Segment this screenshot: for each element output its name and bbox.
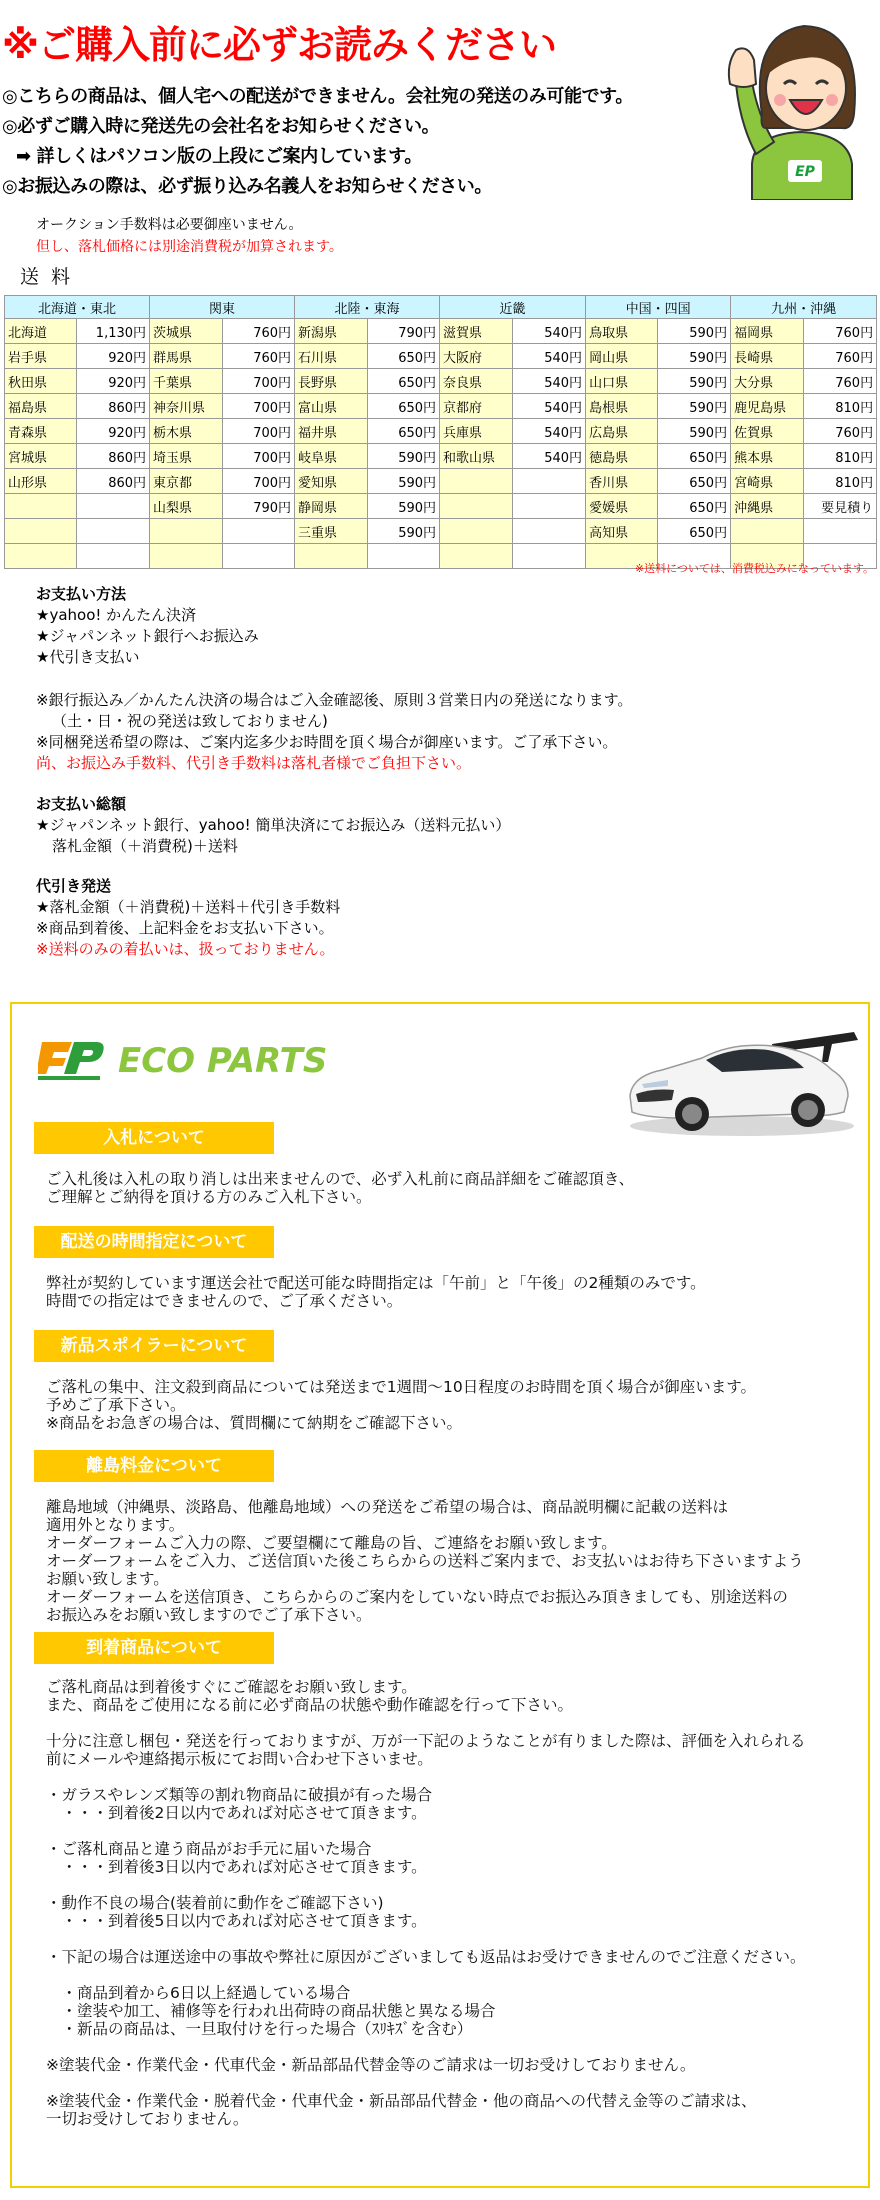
section-text-line: 前にメールや連絡掲示板にてお問い合わせ下さいませ。 [46,1750,433,1768]
price-cell: 650円 [658,494,731,519]
price-cell: 650円 [368,394,440,419]
table-row [5,319,877,344]
ep-logo-mark-icon [38,1042,104,1080]
section-header-delivery-time: 配送の時間指定について [34,1226,274,1258]
price-cell: 650円 [368,419,440,444]
price-cell: 810円 [804,444,877,469]
price-cell [223,519,295,544]
section-text-line: ※塗装代金・作業代金・脱着代金・代車代金・新品部品代替金・他の商品への代替え金等のご請求は、 [46,2092,757,2110]
price-cell: 590円 [368,469,440,494]
prefecture-cell [440,519,513,544]
price-cell: 860円 [77,469,150,494]
payment-method-item: ★yahoo! かんたん決済 [36,606,197,624]
price-cell [368,544,440,569]
prefecture-cell: 佐賀県 [731,419,804,444]
mascot-badge-text: EP [795,164,815,180]
eco-parts-logo [38,1034,378,1084]
payment-fee-warning: 尚、お振込み手数料、代引き手数料は落札者様でご負担下さい。 [36,754,472,772]
prefecture-cell: 静岡県 [295,494,368,519]
prefecture-cell: 福井県 [295,419,368,444]
notice-header [0,0,880,205]
mascot-girl-icon [722,4,880,200]
price-cell: 920円 [77,344,150,369]
prefecture-cell: 秋田県 [5,369,77,394]
prefecture-cell: 石川県 [295,344,368,369]
price-cell: 590円 [368,519,440,544]
price-cell [77,544,150,569]
eco-parts-logo-text: ECO PARTS [118,1041,328,1081]
paragraph-gap [46,1966,846,1984]
price-cell: 650円 [368,344,440,369]
prefecture-cell: 長野県 [295,369,368,394]
prefecture-cell: 高知県 [586,519,658,544]
prefecture-cell: 宮城県 [5,444,77,469]
prefecture-cell: 大分県 [731,369,804,394]
payment-note: ※銀行振込み／かんたん決済の場合はご入金確認後、原則３営業日内の発送になります。 [36,691,633,709]
shipping-fee-table [4,295,877,569]
price-cell [513,544,586,569]
section-text-line: 弊社が契約しています運送会社で配送可能な時間指定は「午前」と「午後」の2種類のみです。 [46,1274,706,1292]
price-cell: 590円 [658,394,731,419]
prefecture-cell: 山口県 [586,369,658,394]
price-cell: 790円 [368,319,440,344]
prefecture-cell: 広島県 [586,419,658,444]
section-text-line: 一切お受けしておりません。 [46,2110,249,2128]
prefecture-cell: 岡山県 [586,344,658,369]
price-cell: 760円 [804,344,877,369]
notice-line-pc-version: ➡ 詳しくはパソコン版の上段にご案内しています。 [16,146,422,167]
cod-line: ★落札金額（＋消費税)＋送料＋代引き手数料 [36,898,341,916]
shipping-label: 送料 [20,266,83,288]
prefecture-cell: 沖縄県 [731,494,804,519]
prefecture-cell [295,544,368,569]
section-header-bidding: 入札について [34,1122,274,1154]
paragraph-gap [46,1876,846,1894]
prefecture-cell: 青森県 [5,419,77,444]
prefecture-cell: 神奈川県 [150,394,223,419]
prefecture-cell: 福岡県 [731,319,804,344]
price-cell: 760円 [223,319,295,344]
price-cell: 700円 [223,469,295,494]
price-cell: 920円 [77,419,150,444]
prefecture-cell [440,544,513,569]
auction-fee-note: オークション手数料は必要御座いません。 [36,217,303,233]
prefecture-cell: 千葉県 [150,369,223,394]
prefecture-cell: 奈良県 [440,369,513,394]
prefecture-cell: 鳥取県 [586,319,658,344]
payment-total-title: お支払い総額 [36,795,127,813]
table-row [5,369,877,394]
section-text-line: また、商品をご使用になる前に必ず商品の状態や動作確認を行って下さい。 [46,1696,574,1714]
prefecture-cell: 富山県 [295,394,368,419]
price-cell: 540円 [513,419,586,444]
price-cell: 540円 [513,369,586,394]
section-text-line: ・・・到着後3日以内であれば対応させて頂きます。 [46,1858,427,1876]
section-header-remote-island: 離島料金について [34,1450,274,1482]
section-text-line: 適用外となります。 [46,1516,185,1534]
prefecture-cell: 滋賀県 [440,319,513,344]
price-cell: 650円 [658,519,731,544]
section-text-line: ・・・到着後2日以内であれば対応させて頂きます。 [46,1804,427,1822]
price-cell: 760円 [804,419,877,444]
table-row [5,394,877,419]
price-cell [513,469,586,494]
tax-note: 但し、落札価格には別途消費税が加算されます。 [36,239,343,255]
payment-total-line: ★ジャパンネット銀行、yahoo! 簡単決済にてお振込み（送料元払い） [36,816,511,834]
price-cell: 540円 [513,394,586,419]
cod-line: ※商品到着後、上記料金をお支払い下さい。 [36,919,334,937]
price-cell: 590円 [658,419,731,444]
region-header: 関東 [150,296,295,319]
section-text-line: お振込みをお願い致しますのでご了承下さい。 [46,1606,372,1624]
section-body-remote-island [46,1498,846,1624]
prefecture-cell: 岐阜県 [295,444,368,469]
section-text-line: ・・・到着後5日以内であれば対応させて頂きます。 [46,1912,427,1930]
price-cell: 590円 [368,494,440,519]
prefecture-cell: 鹿児島県 [731,394,804,419]
prefecture-cell [150,544,223,569]
prefecture-cell: 新潟県 [295,319,368,344]
price-cell [513,519,586,544]
region-header: 北陸・東海 [295,296,440,319]
price-cell: 860円 [77,394,150,419]
section-text-line: お願い致します。 [46,1570,169,1588]
price-cell: 760円 [804,369,877,394]
table-row [5,419,877,444]
prefecture-cell: 香川県 [586,469,658,494]
prefecture-cell: 宮崎県 [731,469,804,494]
price-cell: 650円 [658,469,731,494]
prefecture-cell: 熊本県 [731,444,804,469]
paragraph-gap [46,1714,846,1732]
section-text-line: ・ガラスやレンズ類等の割れ物商品に破損が有った場合 [46,1786,433,1804]
paragraph-gap [46,1930,846,1948]
section-text-line: オーダーフォームご入力の際、ご要望欄にて離島の旨、ご連絡をお願い致します。 [46,1534,617,1552]
payment-method-item: ★ジャパンネット銀行へお振込み [36,627,259,645]
prefecture-cell [440,469,513,494]
table-row [5,469,877,494]
section-body-delivery-time [46,1274,846,1310]
section-text-line: オーダーフォームをご入力、ご送信頂いた後こちらからの送料ご案内まで、お支払いはお待ち下さいますよう [46,1552,804,1570]
section-body-new-spoiler [46,1378,846,1432]
prefecture-cell: 山形県 [5,469,77,494]
section-text-line: ご落札の集中、注文殺到商品については発送まで1週間～10日程度のお時間を頂く場合が御座います。 [46,1378,757,1396]
table-row [5,444,877,469]
prefecture-cell: 愛知県 [295,469,368,494]
paragraph-gap [46,1822,846,1840]
price-cell: 760円 [223,344,295,369]
cod-title: 代引き発送 [36,877,112,895]
price-cell: 650円 [658,444,731,469]
section-text-line: ・商品到着から6日以上経過している場合 [46,1984,351,2002]
price-cell: 700円 [223,369,295,394]
cod-shipping [36,876,340,960]
prefecture-cell: 福島県 [5,394,77,419]
region-header-row [5,296,877,319]
table-row [5,494,877,519]
prefecture-cell [150,519,223,544]
prefecture-cell [440,494,513,519]
prefecture-cell [5,494,77,519]
payment-total-line: 落札金額（＋消費税)＋送料 [52,837,238,855]
payment-note: ※同梱発送希望の際は、ご案内迄多少お時間を頂く場合が御座います。ご了承下さい。 [36,733,618,751]
price-cell: 810円 [804,469,877,494]
prefecture-cell: 兵庫県 [440,419,513,444]
section-text-line: オーダーフォームを送信頂き、こちらからのご案内をしていない時点でお振込み頂きましても、別途送料の [46,1588,788,1606]
paragraph-gap [46,1768,846,1786]
prefecture-cell: 島根県 [586,394,658,419]
price-cell: 700円 [223,419,295,444]
prefecture-cell: 京都府 [440,394,513,419]
prefecture-cell: 大阪府 [440,344,513,369]
prefecture-cell [5,544,77,569]
price-cell: 700円 [223,444,295,469]
price-cell: 540円 [513,319,586,344]
prefecture-cell: 愛媛県 [586,494,658,519]
prefecture-cell: 岩手県 [5,344,77,369]
section-text-line: ※塗装代金・作業代金・代車代金・新品部品代替金等のご請求は一切お受けしておりません。 [46,2056,696,2074]
paragraph-gap [46,2074,846,2092]
price-cell [513,494,586,519]
table-row [5,519,877,544]
price-cell: 810円 [804,394,877,419]
section-text-line: 時間での指定はできませんので、ご了承ください。 [46,1292,403,1310]
cod-warning: ※送料のみの着払いは、扱っておりません。 [36,940,335,958]
payment-total [36,794,510,857]
payment-methods-title: お支払い方法 [36,585,127,603]
section-body-bidding [46,1170,846,1206]
price-cell: 790円 [223,494,295,519]
price-cell: 590円 [658,369,731,394]
price-cell [223,544,295,569]
section-text-line: ご落札商品は到着後すぐにご確認をお願い致します。 [46,1678,417,1696]
section-text-line: ・新品の商品は、一旦取付けを行った場合（ｽﾘｷｽﾞを含む） [46,2020,473,2038]
prefecture-cell: 徳島県 [586,444,658,469]
prefecture-cell: 群馬県 [150,344,223,369]
section-text-line: ・下記の場合は運送途中の事故や弊社に原因がございましても返品はお受けできませんのでご注意ください。 [46,1948,806,1966]
sports-car-image [622,1014,862,1142]
payment-notes [36,690,632,774]
section-text-line: ※商品をお急ぎの場合は、質問欄にて納期をご確認下さい。 [46,1414,462,1432]
payment-methods [36,584,259,668]
section-text-line: 予めご了承下さい。 [46,1396,186,1414]
prefecture-cell: 三重県 [295,519,368,544]
eco-parts-info-box [10,1002,870,2188]
price-cell: 860円 [77,444,150,469]
price-cell: 590円 [658,344,731,369]
price-cell: 920円 [77,369,150,394]
shipping-table-footnote: ※送料については、消費税込みになっています。 [634,562,874,575]
price-cell: 650円 [368,369,440,394]
section-header-arrival-goods: 到着商品について [34,1632,274,1664]
price-cell: 590円 [658,319,731,344]
region-header: 中国・四国 [586,296,731,319]
price-cell: 540円 [513,344,586,369]
notice-line-company-name: ◎必ずご購入時に発送先の会社名をお知らせください。 [2,116,440,137]
section-text-line: ・ご落札商品と違う商品がお手元に届いた場合 [46,1840,372,1858]
section-text-line: ご入札後は入札の取り消しは出来ませんので、必ず入札前に商品詳細をご確認頂き、 [46,1170,635,1188]
price-cell [77,494,150,519]
price-cell: 590円 [368,444,440,469]
section-body-arrival-goods [46,1678,846,2128]
payment-note: （土・日・祝の発送は致しておりません) [52,712,328,730]
paragraph-gap [46,2038,846,2056]
section-text-line: 十分に注意し梱包・発送を行っておりますが、万が一下記のようなことが有りました際は、評価を入れられる [46,1732,806,1750]
price-cell: 700円 [223,394,295,419]
prefecture-cell: 東京都 [150,469,223,494]
page-title: ※ご購入前に必ずお読みください [2,23,556,67]
table-row [5,344,877,369]
prefecture-cell: 和歌山県 [440,444,513,469]
section-header-new-spoiler: 新品スポイラーについて [34,1330,274,1362]
price-cell [77,519,150,544]
section-text-line: ・塗装や加工、補修等を行われ出荷時の商品状態と異なる場合 [46,2002,496,2020]
price-cell: 要見積り [804,494,877,519]
region-header: 九州・沖縄 [731,296,877,319]
prefecture-cell: 埼玉県 [150,444,223,469]
prefecture-cell: 茨城県 [150,319,223,344]
section-text-line: 離島地域（沖縄県、淡路島、他離島地域）への発送をご希望の場合は、商品説明欄に記載の送料は [46,1498,729,1516]
notice-line-business-only: ◎こちらの商品は、個人宅への配送ができません。会社宛の発送のみ可能です。 [2,86,633,107]
section-text-line: ご理解とご納得を頂ける方のみご入札下さい。 [46,1188,372,1206]
prefecture-cell [5,519,77,544]
price-cell: 760円 [804,319,877,344]
section-text-line: ・動作不良の場合(装着前に動作をご確認下さい) [46,1894,384,1912]
price-cell: 1,130円 [77,319,150,344]
prefecture-cell: 長崎県 [731,344,804,369]
prefecture-cell: 栃木県 [150,419,223,444]
notice-line-payer-name: ◎お振込みの際は、必ず振り込み名義人をお知らせください。 [2,176,492,197]
prefecture-cell: 北海道 [5,319,77,344]
region-header: 北海道・東北 [5,296,150,319]
region-header: 近畿 [440,296,586,319]
price-cell [804,519,877,544]
prefecture-cell: 山梨県 [150,494,223,519]
price-cell: 540円 [513,444,586,469]
prefecture-cell [731,519,804,544]
payment-method-item: ★代引き支払い [36,648,140,666]
